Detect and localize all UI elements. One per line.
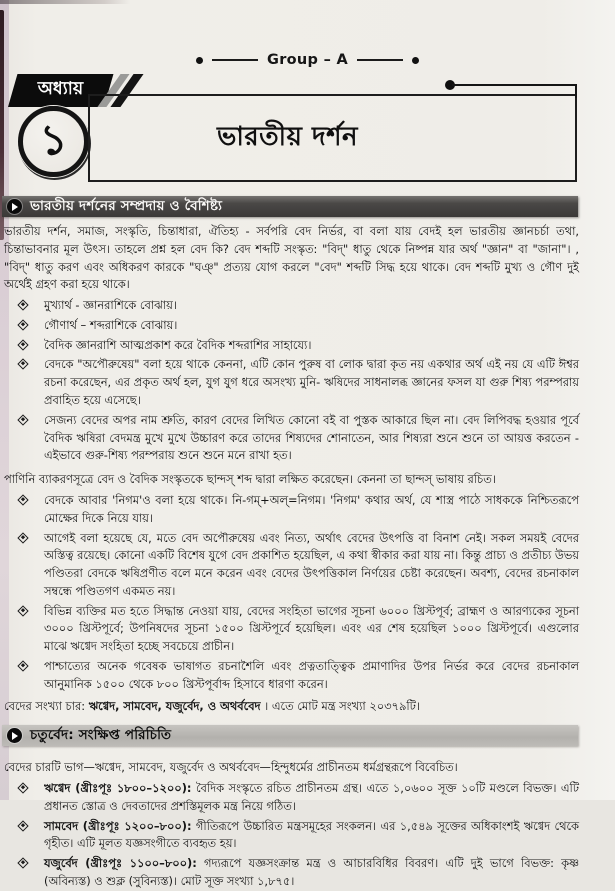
bullet-text: পাশ্চাত্যের অনেক গবেষক ভাষাগত রচনাশৈলি এবং প্রত্নতাত্ত্বিক প্রমাণাদির উপর নির্ভর করে বেদের রচনাকাল আনুমানিক ১৫০০ থেকে ৮০০ খ্রিস্টপূর্বাব্দ হিসাবে ধারণা করেন।: [44, 658, 579, 691]
right-rule-line: [357, 59, 403, 61]
section-header-traditions: [2, 196, 578, 217]
veda-description: বৈদিক সংস্কৃতে রচিত প্রাচীনতম গ্রন্থ। এতে ১,০৬০০ সূক্ত ১০টি মণ্ডলে বিভক্ত। এটি প্রধানত স্তোত্র ও দেবতাদের প্রশস্তিমূলক মন্ত্র নিয়ে গঠিত।: [44, 781, 579, 813]
diamond-bullet-icon: [17, 532, 28, 543]
title-box-ornament: [445, 80, 577, 96]
diamond-bullet-icon: [17, 359, 28, 370]
section-header-four-vedas: [2, 725, 578, 746]
bullet-text: সেজন্য বেদের অপর নাম শ্রুতি, কারণ বেদের লিখিত কোনো বই বা পুস্তক আকারে ছিল না। বেদ লিপিবদ্ধ হওয়ার পূর্বে বৈদিক ঋষিরা বেদমন্ত্র মুখে মুখে উচ্চারণ করে তাদের শিষ্যদের শোনাতেন, আর শিষ্যরা শুনে শুনে তা আয়ত্ত করতেন - এইভাবে গুরু-শিষ্য পরম্পরায় শুনে শুনে মনে রাখা হত।: [44, 412, 579, 463]
group-label: Group – A: [267, 52, 348, 68]
veda-count-line: [4, 698, 579, 716]
bullet-list-primary: [4, 297, 579, 465]
chapter-word: অধ্যায়: [38, 79, 84, 99]
veda-count-rest: । এতে মোট মন্ত্র সংখ্যা ২০৩৭৯টি।: [260, 698, 420, 713]
left-rule-line: [212, 59, 258, 61]
bullet-text: বৈদিক জ্ঞানরাশি আত্মপ্রকাশ করে বৈদিক শব্দরাশির সাহায্যে।: [44, 337, 312, 352]
diamond-bullet-icon: [17, 299, 28, 310]
bullet-item: [4, 337, 579, 355]
bullet-text: বেদকে "অপৌরুষেয়" বলা হয়ে থাকে কেননা, এটি কোন পুরুষ বা লোক দ্বারা কৃত নয় একথার অর্থ এই নয় যে এটি ঈশ্বর রচনা করেছেন, এর প্রকৃত অর্থ হল, যুগ যুগ ধরে অসংখ্য মুনি- ঋষিদের সাধনালব্ধ জ্ঞানের ফসল যা গুরু শিষ্য পরম্পরায় প্রবাহিত হয়ে এসেছে।: [44, 357, 579, 408]
bullet-item: [4, 412, 579, 465]
section-heading-text: ভারতীয় দর্শনের সম্প্রদায় ও বৈশিষ্ট্য: [30, 198, 223, 214]
veda-description: গীতিরূপে উচ্চারিত মন্ত্রসমূহের সংকলন। এর ১,৫৪৯ সূক্তের অধিকাংশই ঋগ্বেদ থেকে গৃহীত। এটি মূলত যজ্ঞসংগীতে ব্যবহৃত হয়।: [44, 818, 579, 851]
chapter-title-box: [88, 94, 577, 182]
bullet-text: আগেই বলা হয়েছে যে, মতে বেদ অপৌরুষেয় এবং নিত্য, অর্থাৎ বেদের উৎপত্তি বা বিনাশ নেই। সকল সময়ই বেদের অস্তিত্ব রয়েছে। কোনো একটি বিশেষ যুগে বেদ প্রকাশিত হয়েছিল, এ কথা স্বীকার করা যায় না। কিন্তু প্রাচ্য ও প্রতীচ্য উভয় পণ্ডিতরা বেদকে ঋষিপ্রণীত বলে মনে করেন এবং বেদের উৎপত্তিকাল নির্ণয়ের চেষ্টা করেছেন। অবশ্য, বেদের রচনাকাল সম্বন্ধে পণ্ডিতগণ একমত নয়।: [44, 530, 579, 598]
bullet-item: [4, 530, 579, 601]
intro-paragraph: ভারতীয় দর্শন, সমাজ, সংস্কৃতি, চিন্তাধারা, ঐতিহ্য - সর্বপরি বেদ নির্ভর, বা বলা যায় বেদই হল ভারতীয় জ্ঞানচর্চা তথা, চিন্তাভাবনার মূল উৎস। তাহলে প্রশ্ন হল বেদ কি? বেদ শব্দটি সংস্কৃত: "বিদ্" ধাতু থেকে নিষ্পন্ন যার অর্থ "জ্ঞান" বা "জানা"। , "বিদ্" ধাতু করণ এবং অধিকরণ কারকে "ঘঞ্" প্রত্যয় যোগ করলে "বেদ" শব্দটি সিদ্ধ হয়ে থাকে। বেদ শব্দটি মুখ্য ও গৌণ দুই অর্থেই গ্রহণ করা হয়ে থাকে।: [4, 224, 579, 292]
veda-description: গদ্যরূপে যজ্ঞসংক্রান্ত মন্ত্র ও আচারবিধির বিবরণ। এটি দুই ভাগে বিভক্ত: কৃষ্ণ (অবিন্যস্ত) ও শুক্ল (সুবিন্যস্ত)। মোট সূক্ত সংখ্যা ১,৮৭৫।: [44, 856, 579, 888]
bullet-item: [4, 297, 579, 315]
bullet-item-rigveda: [4, 780, 579, 816]
four-vedas-intro: বেদের চারটি ভাগ—ঋগ্বেদ, সামবেদ, যজুর্বেদ ও অথর্ববেদ—হিন্দুধর্মের প্রাচীনতম ধর্মগ্রন্থরূপে বিবেচিত।: [4, 760, 458, 775]
diamond-bullet-icon: [17, 605, 28, 616]
left-dot-ornament: [196, 57, 203, 64]
bullet-item: [4, 492, 579, 528]
scan-edge-shadow: [0, 0, 130, 4]
veda-name-label: সামবেদ (খ্রীঃপূঃ ১২০০–৮০০):: [44, 818, 192, 833]
section-heading-text: চতুর্বেদ: সংক্ষিপ্ত পরিচিতি: [30, 727, 172, 744]
chapter-title: ভারতীয় দর্শন: [216, 122, 359, 152]
diamond-bullet-icon: [17, 820, 28, 831]
bullet-item: [4, 356, 579, 409]
bullet-text: বেদকে আবার 'নিগম'ও বলা হয়ে থাকে। নি-গম্+অল্=নিগম। 'নিগম' কথার অর্থ, যে শাস্ত্র পাঠে সাধককে নিশ্চিতরূপে মোক্ষের দিকে নিয়ে যায়।: [44, 492, 579, 525]
play-circle-icon: [7, 728, 22, 743]
bullet-item-samaveda: [4, 818, 579, 854]
veda-detail-list: [4, 780, 579, 891]
ornament-drop-line: [575, 84, 578, 98]
veda-names: ঋগ্বেদ, সামবেদ, যজুর্বেদ, ও অথর্ববেদ: [88, 698, 261, 713]
bullet-list-secondary: [4, 492, 579, 694]
diamond-bullet-icon: [17, 782, 28, 793]
diamond-bullet-icon: [17, 414, 28, 425]
bullet-item-yajurveda: [4, 855, 579, 891]
play-circle-icon: [7, 199, 22, 214]
veda-name-label: যজুর্বেদ (খ্রীঃপূঃ ১১০০–৮০০):: [44, 856, 197, 871]
veda-name-label: ঋগ্বেদ (খ্রীঃপূঃ ১৮০০–১২০০):: [44, 781, 192, 796]
veda-count-lead: বেদের সংখ্যা চার:: [4, 698, 89, 713]
bullet-item: [4, 603, 579, 656]
bullet-item: [4, 317, 579, 335]
chapter-number-circle: [18, 106, 89, 177]
diamond-bullet-icon: [17, 660, 28, 671]
group-heading: [0, 52, 615, 68]
diamond-bullet-icon: [17, 319, 28, 330]
bullet-text: বিভিন্ন ব্যক্তির মত হতে সিদ্ধান্ত নেওয়া যায়, বেদের সংহিতা ভাগের সূচনা ৬০০০ খ্রিস্টপূর্ব; ব্রাহ্মণ ও আরণ্যকের সূচনা ৩০০০ খ্রিস্টপূর্বে; উপনিষদের সূচনা ১৫০০ খ্রিস্টপূর্বে হয়েছিল। এবং এর শেষ হয়েছিল ১০০০ খ্রিস্টপূর্বে। এগুলোর মাঝে ঋগ্বেদ সংহিতা হচ্ছে সবচেয়ে প্রাচীন।: [44, 603, 579, 654]
panini-paragraph: পাণিনি ব্যাকরণসূত্রে বেদ ও বৈদিক সংস্কৃতকে ছান্দস্ শব্দ দ্বারা লক্ষিত করেছেন। কেননা তা ছান্দস্ ভাষায় রচিত।: [4, 472, 496, 487]
diamond-bullet-icon: [17, 339, 28, 350]
diamond-bullet-icon: [17, 494, 28, 505]
right-dot-ornament: [412, 57, 419, 64]
bullet-text: মুখ্যার্থ - জ্ঞানরাশিকে বোঝায়।: [44, 298, 177, 313]
chapter-number: ১: [38, 113, 69, 165]
page-content: [0, 196, 615, 891]
bullet-item: [4, 658, 579, 694]
bullet-text: গৌণার্থ – শব্দরাশিকে বোঝায়।: [44, 317, 178, 332]
ornament-line: [452, 84, 577, 87]
diamond-bullet-icon: [17, 858, 28, 869]
